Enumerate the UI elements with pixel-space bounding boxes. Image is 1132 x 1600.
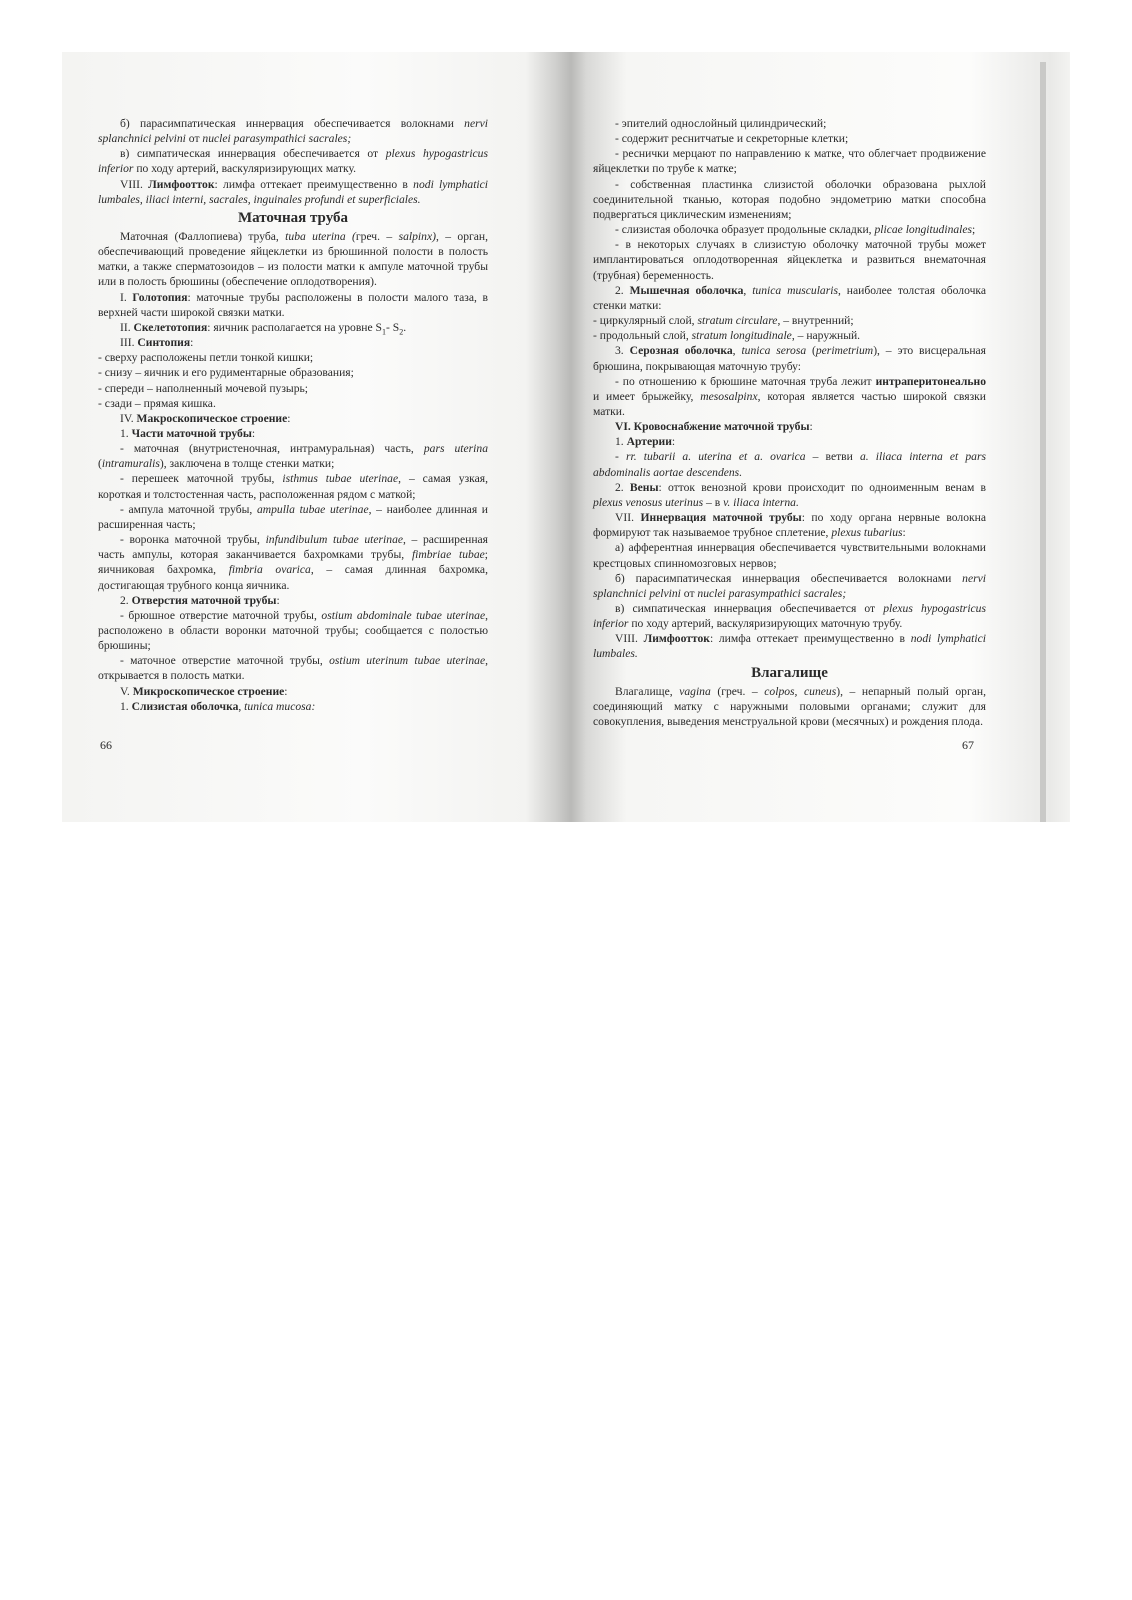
paragraph (98, 502, 488, 532)
text-run: : (287, 411, 291, 425)
paragraph (593, 540, 986, 570)
text-run: - (615, 450, 626, 464)
text-run: : яичник располагается на уровне S (207, 320, 382, 334)
paragraph (593, 480, 986, 510)
text-run: - продольный слой, (593, 329, 692, 343)
page-edge (1040, 62, 1046, 822)
text-run: - сзади – прямая кишка. (98, 396, 216, 410)
paragraph (98, 653, 488, 683)
text-run: VIII. (120, 177, 149, 191)
text-run: Голотопия (132, 290, 188, 304)
text-run: III. (120, 336, 138, 350)
text-run: - содержит реснитчатые и секреторные клетки; (615, 132, 849, 146)
paragraph (98, 699, 488, 714)
text-run: - перешеек маточной трубы, (120, 472, 283, 486)
text-run: – в (703, 495, 724, 509)
text-run: : лимфа оттекает преимущественно в (709, 632, 911, 646)
section-heading: Маточная труба (237, 209, 349, 226)
text-run: - сверху расположены петли тонкой кишки; (98, 351, 314, 365)
text-run: , (732, 344, 742, 358)
paragraph (593, 601, 986, 631)
text-run: , открывается в полость матки. (98, 654, 489, 683)
text-run: , (238, 699, 245, 713)
text-run: intramuralis (101, 457, 160, 471)
text-run: - маточное отверстие маточной трубы, (120, 654, 330, 668)
text-run: 1. (120, 426, 132, 440)
text-run: , – наружный. (791, 329, 861, 343)
text-run: - слизистая оболочка образует продольные складки, (615, 223, 875, 237)
text-run: stratum longitudinale (691, 329, 792, 343)
text-run: Влагалище, (615, 684, 680, 698)
text-run: tunica serosa (741, 344, 807, 358)
text-run: : маточные трубы расположены в полости малого таза, в верхней части широкой связки матки. (98, 290, 488, 319)
text-run: nodi lymphatici lumbales, iliaci interni, sacrales, inguinales profundi et superficiales. (98, 177, 488, 206)
text-run: в) симпатическая иннервация обеспечивается от (615, 602, 884, 615)
text-run: vagina (679, 684, 711, 698)
text-run: Мышечная оболочка (629, 283, 744, 297)
paragraph (593, 510, 986, 540)
text-run: - ампула маточной трубы, (120, 502, 257, 516)
text-run: : отток венозной крови происходит по одноименным венам в (658, 480, 986, 494)
paragraph (98, 396, 488, 411)
text-run: : по ходу органа нервные волокна формируют так называемое трубное сплетение, (593, 511, 986, 540)
text-run: stratum circulare (697, 314, 778, 328)
text-run: Скелетотопия (133, 320, 208, 334)
text-run: - брюшное отверстие маточной трубы, (120, 608, 322, 622)
text-run: salpinx) (398, 229, 436, 243)
text-run: 1. (615, 435, 627, 449)
text-run: б) парасимпатическая иннервация обеспечивается волокнами (615, 571, 963, 585)
text-run: ( (806, 344, 816, 358)
paragraph (98, 320, 488, 335)
text-run: tunica mucosa: (244, 699, 316, 713)
text-run: - S (386, 320, 400, 334)
text-run: от (185, 132, 203, 146)
text-run: 1. (120, 699, 132, 713)
text-run: tuba uterina ( (285, 229, 356, 243)
text-run: nodi lymphatici lumbales. (593, 632, 986, 661)
text-run: а) афферентная иннервация обеспечивается чувствительными волокнами крестцовых спинномозговых нервов; (593, 541, 986, 570)
paragraph (593, 177, 986, 222)
text-run: - спереди – наполненный мочевой пузырь; (98, 381, 309, 395)
paragraph (98, 593, 488, 608)
text-run: , – орган, обеспечивающий проведение яйцеклетки из брюшинной полости в полость матки, а также сперматозоидов – из полости матки к ампуле маточной трубы или в полость брюшины (обеспечение оплодотворения). (98, 229, 489, 289)
text-run: - эпителий однослойный цилиндрический; (615, 117, 827, 130)
text-run: 2. (615, 283, 630, 297)
text-run: nervi splanchnici pelvini (98, 117, 488, 146)
paragraph (593, 631, 986, 661)
text-run: nuclei parasympathici sacrales; (697, 586, 847, 600)
paragraph (98, 411, 488, 426)
text-run: Части маточной трубы (131, 426, 252, 440)
text-run: - реснички мерцают по направлению к матке, что облегчает продвижение яйцеклетки по трубе к матке; (593, 147, 986, 176)
text-run: : (251, 426, 256, 440)
text-run: - по отношению к брюшине маточная труба лежит (615, 374, 876, 388)
text-run: интраперитонеально (875, 374, 986, 388)
text-run: VI. Кровоснабжение маточной трубы (615, 420, 810, 434)
paragraph (593, 374, 986, 419)
text-run: : (902, 526, 906, 540)
text-run: perimetrium (815, 344, 874, 358)
text-run: nervi splanchnici pelvini (593, 571, 986, 600)
text-run: plexus tubarius (831, 526, 903, 540)
text-run: pars uterina (423, 442, 488, 456)
text-run: Макроскопическое строение (136, 411, 288, 425)
text-run: IV. (120, 411, 137, 425)
text-run: ; яичниковая бахромка, (98, 548, 488, 577)
text-run: Артерии (626, 435, 672, 449)
text-run: fimbriae tubae (411, 548, 485, 562)
text-run: ostium uterinum tubae uterinae (329, 654, 486, 668)
text-run: V. (120, 684, 133, 698)
text-run: nuclei parasympathici sacrales; (202, 132, 352, 146)
paragraph (593, 146, 986, 176)
paragraph (98, 441, 488, 471)
text-run: VIII. (615, 632, 644, 646)
text-run: б) парасимпатическая иннервация обеспечивается волокнами (120, 117, 465, 130)
text-run: ostium abdominale tubae uterinae (321, 608, 486, 622)
text-run: Лимфоотток (148, 177, 215, 191)
paragraph (593, 419, 986, 434)
text-run: plicae longitudinales (874, 223, 973, 237)
text-run: v. iliaca interna. (723, 495, 799, 509)
text-run: Отверстия маточной трубы (131, 593, 277, 607)
text-run: colpos, cuneus (764, 684, 837, 698)
text-run: ( (98, 457, 102, 471)
text-run: Микроскопическое строение (132, 684, 285, 698)
text-run: Синтопия (137, 336, 191, 350)
text-run: в) симпатическая иннервация обеспечивается от (120, 147, 386, 161)
text-run: , – наиболее длинная и расширенная часть; (98, 502, 488, 531)
text-run: и имеет брыжейку, (593, 389, 701, 403)
text-run: isthmus tubae uterinae (282, 472, 399, 486)
right-page-text (593, 116, 986, 729)
text-run: 2 (399, 327, 404, 337)
paragraph (593, 283, 986, 313)
text-run: по ходу артерий, васкуляризирующих матку. (133, 162, 357, 176)
text-run: ), заключена в толще стенки матки; (159, 457, 335, 471)
paragraph (98, 146, 488, 176)
text-run: 2. (615, 480, 630, 494)
text-run: II. (120, 320, 134, 334)
paragraph (593, 343, 986, 373)
text-run: Иннервация маточной трубы (640, 511, 802, 525)
text-run: , (743, 283, 753, 297)
paragraph (593, 116, 986, 131)
text-run: ), – непарный полый орган, соединяющий матку с наружными половыми органами; служит для совокупления, выведения менструальной крови (месячных) и рождения плода. (593, 684, 986, 728)
text-run: - маточная (внутристеночная, интрамуральная) часть, (120, 442, 424, 456)
text-run: , – самая узкая, короткая и толстостенная часть, расположенная рядом с маткой; (98, 472, 488, 501)
text-run: 2. (120, 593, 132, 607)
paragraph (98, 532, 488, 593)
text-run: , – внутренний; (777, 314, 854, 328)
text-run: : (671, 435, 676, 449)
paragraph (593, 313, 986, 328)
paragraph (593, 434, 986, 449)
paragraph (98, 335, 488, 350)
text-run: ampulla tubae uterinae (256, 502, 369, 516)
text-run: (греч. – (710, 684, 765, 698)
paragraph (98, 229, 488, 290)
text-run: a. iliaca interna et pars abdominalis aortae descendens. (593, 450, 986, 479)
text-run: 3. (615, 344, 630, 358)
paragraph (593, 237, 986, 282)
paragraph (98, 381, 488, 396)
paragraph (98, 350, 488, 365)
text-run: ; (972, 223, 976, 237)
paragraph (98, 116, 488, 146)
paragraph (98, 426, 488, 441)
paragraph (98, 608, 488, 653)
text-run: Слизистая оболочка (131, 699, 239, 713)
text-run: 1 (382, 327, 386, 337)
text-run: - воронка маточной трубы, (120, 533, 266, 547)
text-run: Маточная (Фаллопиева) труба, (120, 229, 286, 243)
text-run: mesosalpinx (700, 389, 758, 403)
paragraph (98, 177, 488, 207)
text-run: Серозная оболочка (629, 344, 733, 358)
paragraph (593, 222, 986, 237)
text-run: : лимфа оттекает преимущественно в (214, 177, 414, 191)
paragraph (593, 131, 986, 146)
text-run: - циркулярный слой, (593, 314, 698, 328)
section-heading: Влагалище (751, 664, 828, 681)
text-run: infundibulum tubae uterinae (265, 533, 404, 547)
paragraph (98, 684, 488, 699)
text-run: plexus hypogastricus inferior (98, 147, 488, 176)
text-run: . (403, 320, 407, 334)
text-run: : (284, 684, 288, 698)
text-run: от (680, 586, 698, 600)
text-run: Лимфоотток (643, 632, 710, 646)
text-run: : (276, 593, 280, 607)
text-run: Вены (629, 480, 659, 494)
text-run: по ходу артерий, васкуляризирующих маточную трубу. (628, 617, 903, 631)
text-run: , наиболее толстая оболочка стенки матки: (593, 283, 987, 312)
paragraph (98, 365, 488, 380)
text-run: греч. – (355, 229, 399, 243)
text-run: I. (120, 290, 133, 304)
text-run: – ветви (805, 450, 860, 464)
text-run: , – расширенная часть ампулы, которая заканчивается бахромками трубы, (98, 533, 489, 562)
text-run: VII. (615, 511, 641, 525)
paragraph (593, 684, 986, 729)
text-run: plexus hypogastricus inferior (593, 602, 986, 631)
text-run: ), – это висцеральная брюшина, покрывающая маточную трубу: (593, 344, 986, 373)
text-run: - в некоторых случаях в слизистую оболочку маточной трубы может имплантироваться оплодотворенная яйцеклетка и развиться внематочная (трубная) беременность. (593, 238, 986, 282)
paragraph (593, 449, 986, 479)
text-run: tunica muscularis (752, 283, 838, 297)
text-run: plexus venosus uterinus (593, 495, 704, 509)
paragraph (593, 571, 986, 601)
text-run: : (809, 420, 813, 434)
right-page-number: 67 (962, 738, 974, 752)
paragraph (98, 290, 488, 320)
left-page-number: 66 (100, 738, 112, 752)
paragraph (593, 328, 986, 343)
text-run: - снизу – яичник и его рудиментарные образования; (98, 366, 354, 380)
text-run: : (190, 336, 194, 350)
text-run: rr. tubarii a. uterina et a. ovarica (625, 450, 806, 464)
text-run: fimbria ovarica (228, 563, 311, 577)
paragraph (98, 471, 488, 501)
text-run: , которая является частью широкой связки матки. (593, 389, 986, 418)
left-page-text (98, 116, 488, 714)
text-run: - собственная пластинка слизистой оболочки образована рыхлой соединительной тканью, которая подобно эндометрию матки способна подвергаться циклическим изменениям; (593, 177, 986, 221)
text-run: , – самая длинная бахромка, достигающая трубного конца яичника. (98, 563, 488, 592)
text-run: , расположено в области воронки маточной трубы; сообщается с полостью брюшины; (98, 608, 488, 653)
